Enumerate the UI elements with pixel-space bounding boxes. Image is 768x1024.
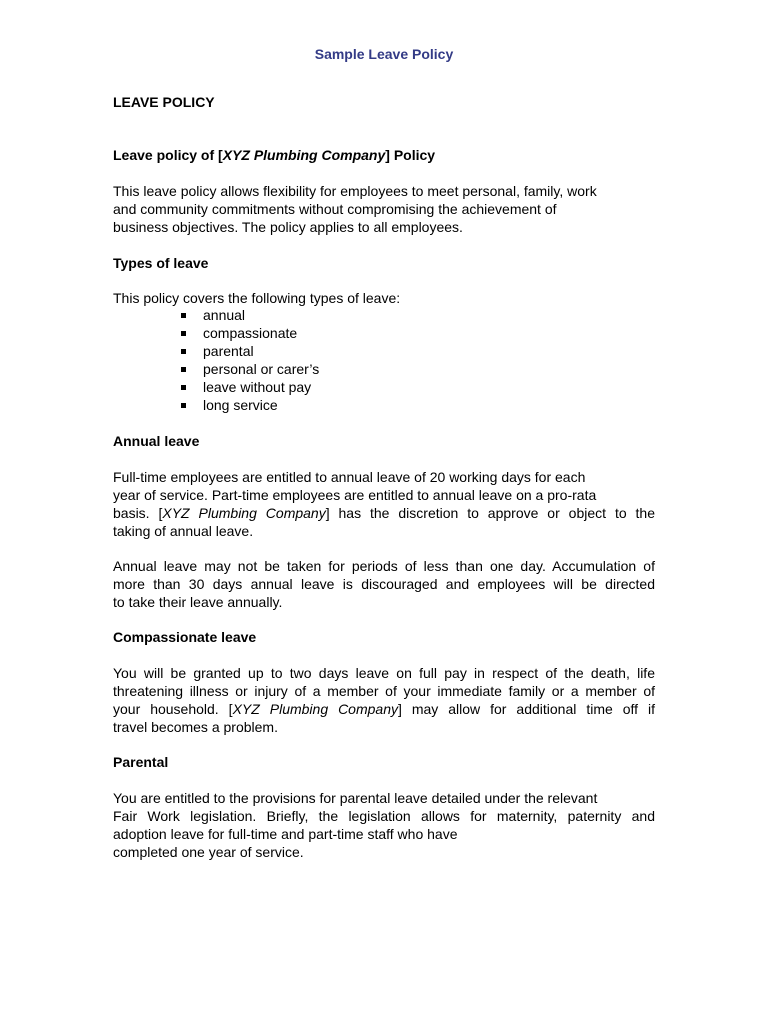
bullet-icon (181, 349, 186, 354)
annual-leave-paragraph-1: Full-time employees are entitled to annual leave of 20 working days for each year of service. Part-time employees are entitled to annual leave on a pro-rata basis. [XYZ Plumbing Company] has the discretion to approve or object to the taking of annual leave. (113, 469, 655, 539)
list-item: parental (181, 343, 319, 361)
list-item: long service (181, 397, 319, 415)
bullet-icon (181, 313, 186, 318)
document-title: Sample Leave Policy (314, 46, 454, 62)
types-heading: Types of leave (113, 255, 209, 271)
leave-types-list (181, 307, 319, 414)
compassionate-leave-heading: Compassionate leave (113, 629, 257, 645)
annual-leave-paragraph-2: Annual leave may not be taken for periods of less than one day. Accumulation of more than 30 days annual leave is discouraged and employees will be directed to take their leave annually. (113, 558, 655, 610)
list-item: compassionate (181, 325, 319, 343)
company-name: XYZ Plumbing Company (162, 505, 326, 521)
list-item: leave without pay (181, 379, 319, 397)
bullet-icon (181, 367, 186, 372)
main-heading: LEAVE POLICY (113, 94, 215, 110)
parental-heading: Parental (113, 754, 169, 770)
bullet-icon (181, 331, 186, 336)
parental-paragraph: You are entitled to the provisions for parental leave detailed under the relevant Fair Work legislation. Briefly, the legislation allows for maternity, paternity and adoption leave for full-time and part-time staff who have completed one year of service. (113, 790, 655, 860)
company-name: XYZ Plumbing Company (232, 701, 398, 717)
types-lead: This policy covers the following types of leave: (113, 290, 401, 306)
bullet-icon (181, 385, 186, 390)
company-name: XYZ Plumbing Company (222, 147, 386, 163)
annual-leave-heading: Annual leave (113, 433, 200, 449)
intro-paragraph: This leave policy allows flexibility for employees to meet personal, family, work and community commitments without compromising the achievement of business objectives. The policy applies to all employees. (113, 183, 597, 235)
list-item: personal or carer’s (181, 361, 319, 379)
bullet-icon (181, 403, 186, 408)
list-item: annual (181, 307, 319, 325)
compassionate-leave-paragraph: You will be granted up to two days leave on full pay in respect of the death, life threatening illness or injury of a member of your immediate family or a member of your household. [XYZ Plumbing Company] may allow for additional time off if travel becomes a problem. (113, 665, 656, 735)
policy-subheading: Leave policy of [XYZ Plumbing Company] Policy (113, 147, 436, 163)
